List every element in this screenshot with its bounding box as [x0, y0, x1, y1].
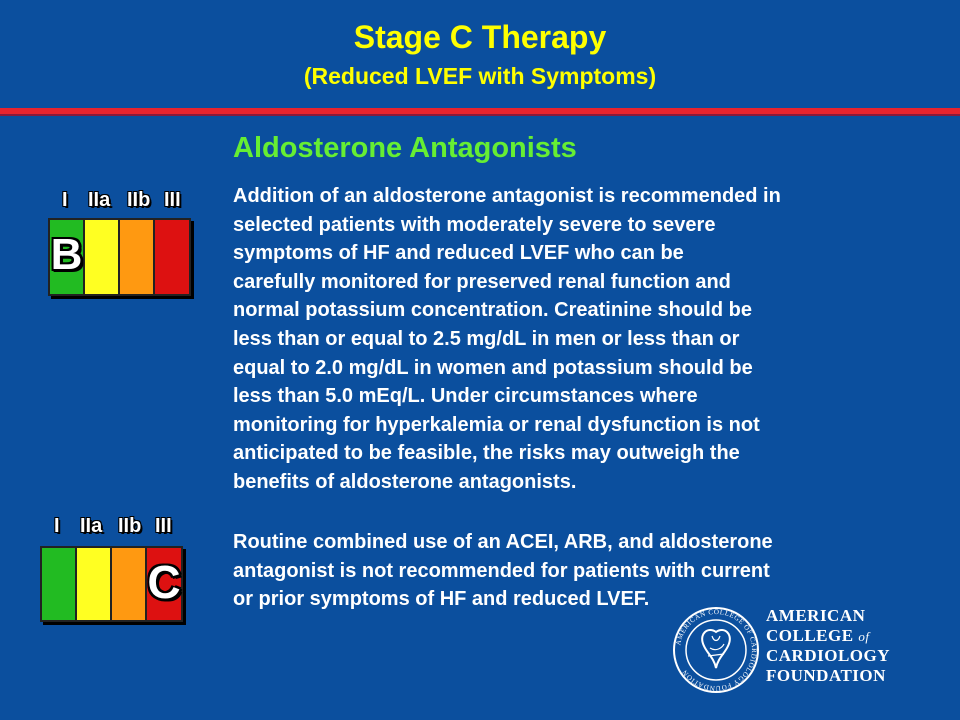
level-of-evidence-letter: B: [50, 230, 83, 279]
rating-cell-class-IIa: [85, 220, 120, 294]
recommendation-rating-box: [48, 218, 191, 296]
section-heading: Aldosterone Antagonists: [233, 132, 577, 164]
logo-wordmark: [766, 606, 890, 685]
rating-cell-class-I: [42, 548, 77, 620]
text-line: normal potassium concentration. Creatinine should be: [233, 299, 752, 322]
slide-subtitle: (Reduced LVEF with Symptoms): [303, 63, 657, 89]
text-line: monitoring for hyperkalemia or renal dysfunction is not: [233, 413, 760, 436]
text-line: equal to 2.0 mg/dL in women and potassium should be: [233, 356, 753, 379]
logo-line: of: [858, 628, 870, 644]
text-line: Addition of an aldosterone antagonist is recommended in: [233, 185, 781, 207]
rating-cell-class-IIb: [120, 220, 155, 294]
text-line: selected patients with moderately severe to severe: [233, 213, 716, 236]
text-line: less than or equal to 2.5 mg/dL in men or less than or: [233, 327, 740, 350]
logo-line: AMERICAN: [766, 606, 866, 625]
text-line: or prior symptoms of HF and reduced LVEF.: [233, 588, 650, 611]
recommendation-text-1: [233, 182, 913, 497]
rating-cell-class-III: [155, 220, 189, 294]
rating-cell-class-IIb: [112, 548, 147, 620]
text-line: symptoms of HF and reduced LVEF who can be: [233, 242, 684, 265]
class-of-recommendation-labels: [50, 188, 190, 212]
rating-cell-class-IIa: [77, 548, 112, 620]
logo-line-college: [766, 626, 890, 647]
class-label-I: I: [54, 515, 60, 537]
recommendation-text-2: [233, 528, 913, 614]
slide-title: Stage C Therapy: [353, 19, 607, 55]
class-label-III: III: [164, 189, 181, 211]
class-label-I: I: [62, 189, 68, 211]
slide-header: [0, 0, 960, 108]
class-label-IIa: IIa: [88, 189, 111, 211]
text-line: benefits of aldosterone antagonists.: [233, 470, 577, 493]
class-label-IIb: IIb: [127, 189, 151, 211]
rating-cell-class-I: [50, 220, 85, 294]
logo-line: CARDIOLOGY: [766, 646, 891, 665]
text-line: less than 5.0 mEq/L. Under circumstances where: [233, 385, 698, 408]
rating-cell-class-III: [147, 548, 181, 620]
header-divider-shadow: [0, 114, 960, 116]
acc-seal-icon: [672, 606, 760, 694]
class-label-IIa: IIa: [80, 515, 103, 537]
level-of-evidence-letter: C: [147, 555, 181, 608]
logo-line: COLLEGE: [766, 625, 854, 645]
text-line: antagonist is not recommended for patients with current: [233, 559, 770, 582]
acc-foundation-logo: [672, 606, 902, 694]
class-label-III: III: [155, 515, 172, 537]
text-line: anticipated to be feasible, the risks may outweigh the: [233, 442, 740, 465]
logo-line: FOUNDATION: [766, 665, 886, 685]
seal-circular-text: AMERICAN COLLEGE OF CARDIOLOGY FOUNDATION: [674, 607, 759, 693]
class-of-recommendation-labels: [42, 514, 182, 538]
text-line: carefully monitored for preserved renal function and: [233, 270, 731, 293]
recommendation-rating-box: [40, 546, 183, 622]
text-line: Routine combined use of an ACEI, ARB, and aldosterone: [233, 531, 773, 553]
class-label-IIb: IIb: [118, 515, 142, 537]
